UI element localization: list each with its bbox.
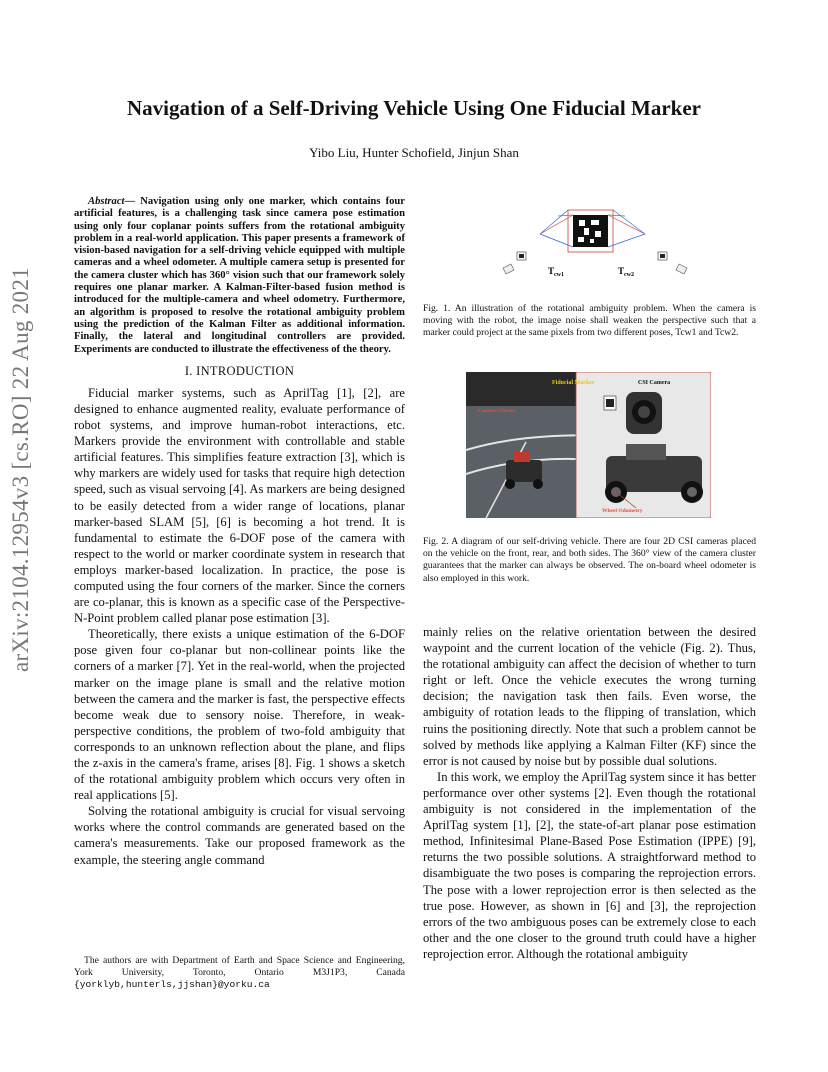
footnote-emails: {yorklyb,hunterls,jjshan}@yorku.ca <box>74 979 270 990</box>
abstract-dash: — <box>124 196 141 207</box>
intro-paragraph-2: Theoretically, there exists a unique estimation of the 6-DOF pose given four co-planar but non-collinear points like the corners of a marker [7]. Yet in the real-world, when the projected marker on the image plane is small and the relative motion between the camera and the marker is fast, the perspective effects become weak due to sensory noise. Therefore, in weak-perspective conditions, the problem of two-fold ambiguity that corresponds to an unknown reflection about the plane, and flips the z-axis in the camera's frame, arises [8]. Fig. 1 shows a sketch of the rotational ambiguity problem which occurs very often in real applications [5]. <box>74 627 405 803</box>
author-footnote <box>74 955 405 991</box>
paper-title: Navigation of a Self-Driving Vehicle Using One Fiducial Marker <box>127 96 701 120</box>
label-fiducial-marker: Fiducial Marker <box>552 380 595 386</box>
label-wheel-odometry: Wheel Odometry <box>602 508 643 514</box>
left-column <box>74 196 405 868</box>
label-tcw1: $T_{cw1}$ <box>548 266 565 278</box>
section-heading-introduction: I. INTRODUCTION <box>184 363 295 378</box>
right-column <box>423 624 756 962</box>
right-paragraph-2: In this work, we employ the AprilTag system since it has better performance over other systems [2]. Even though the rotational ambiguity is not considered in the implementation of the AprilTag system [1], [2], the state-of-art planar pose estimation method, Infinitesimal Plane-Based Pose Estimation (IPPE) [9], returns the two possible solutions. A straightforward method to disambiguate the two poses is comparing the reprojection errors. The pose with a lower reprojection error is then selected as the true pose. However, as shown in [6] and [3], the reprojection errors of the two ambiguous poses can be extremely close to each other and the one closer to the ground truth could have a higher reprojection error. Although the rotational ambiguity <box>423 769 756 961</box>
abstract <box>74 196 405 356</box>
abstract-text: Navigation using only one marker, which contains four artificial features, is a challenging task since camera pose estimation using only four coplanar points suffers from the rotational ambiguity problem in a real-world application. This paper presents a framework of vision-based navigation for a self-driving vehicle equipped with multiple cameras and a wheel odometer. A multiple camera setup is presented for the camera cluster which has 360° vision such that our framework solely requires one planar marker. A Kalman-Filter-based fusion method is introduced for the multiple-camera and wheel odometry. Furthermore, an algorithm is proposed to resolve the rotational ambiguity problem using the prediction of the Kalman Filter as additional information. Finally, the lateral and longitudinal controllers are provided. Experiments are conducted to illustrate the effectiveness of the theory. <box>74 196 405 355</box>
figure-1-illustration <box>500 196 690 288</box>
label-camera-cluster: Camera Cluster <box>478 408 516 414</box>
camera-icon <box>503 264 514 274</box>
author-list: Yibo Liu, Hunter Schofield, Jinjun Shan <box>309 145 519 160</box>
intro-paragraph-1: Fiducial marker systems, such as AprilTag [1], [2], are designed to enhance augmented reality, evaluate performance of robot systems, and improve human-robot interactions, etc. Markers provide the environment with controllable and stable artificial features. This simplifies feature extraction [3], which is why markers are widely used for tasks that require high detection speed, such as visual servoing [4]. As markers are being designed to be easily detected from a wider range of locations, planar marker-based SLAM [5], [6] is becoming a hot trend. It is fundamental to estimate the 6-DOF pose of the camera with respect to the world or marker coordinate system in research that employs marker-based localization. In practice, the pose is computed using the four corners of the marker. Since the corners are co-planar, this is known as a specific case of the Perspective-N-Point problem called planar pose estimation [3]. <box>74 385 405 626</box>
footnote-text: The authors are with Department of Earth and Space Science and Engineering, York University, Toronto, Ontario M3J1P3, Canada <box>74 955 405 978</box>
right-paragraph-1: mainly relies on the relative orientation between the desired waypoint and the current location of the vehicle (Fig. 2). Thus, the rotational ambiguity can affect the decision of whether to turn right or left. Once the vehicle executes the wrong turning decision; the navigation task then fails. Even worse, the ambiguity of rotation leads to the flipping of translation, which ruins the positioning directly. Note that such a problem cannot be solved by methods like applying a Kalman Filter (KF) since the error is not caused by noise but by possible dual solutions. <box>423 625 756 768</box>
camera-icon <box>676 264 687 274</box>
arxiv-identifier: arXiv:2104.12954v3 [cs.RO] 22 Aug 2021 <box>8 267 33 672</box>
figure-2-vehicle-photo <box>466 372 711 518</box>
intro-paragraph-3: Solving the rotational ambiguity is crucial for visual servoing works where the control commands are generated based on the camera's measurements. Take our proposed framework as the example, the steering angle command <box>74 804 405 867</box>
figure-1-caption: Fig. 1. An illustration of the rotational ambiguity problem. When the camera is moving with the robot, the image noise shall weaken the perspective such that a marker could project at the same pixels from two different poses, Tcw1 and Tcw2. <box>423 303 756 339</box>
figure-2-caption: Fig. 2. A diagram of our self-driving vehicle. There are four 2D CSI cameras placed on the vehicle on the front, rear, and both sides. The 360° view of the camera cluster guarantees that the marker can always be observed. The on-board wheel odometer is also employed in this work. <box>423 536 756 584</box>
vehicle-small <box>506 460 542 482</box>
abstract-lead: Abstract <box>88 196 125 207</box>
label-csi-camera: CSI Camera <box>638 380 671 386</box>
label-tcw2: $T_{cw2}$ <box>618 266 635 278</box>
